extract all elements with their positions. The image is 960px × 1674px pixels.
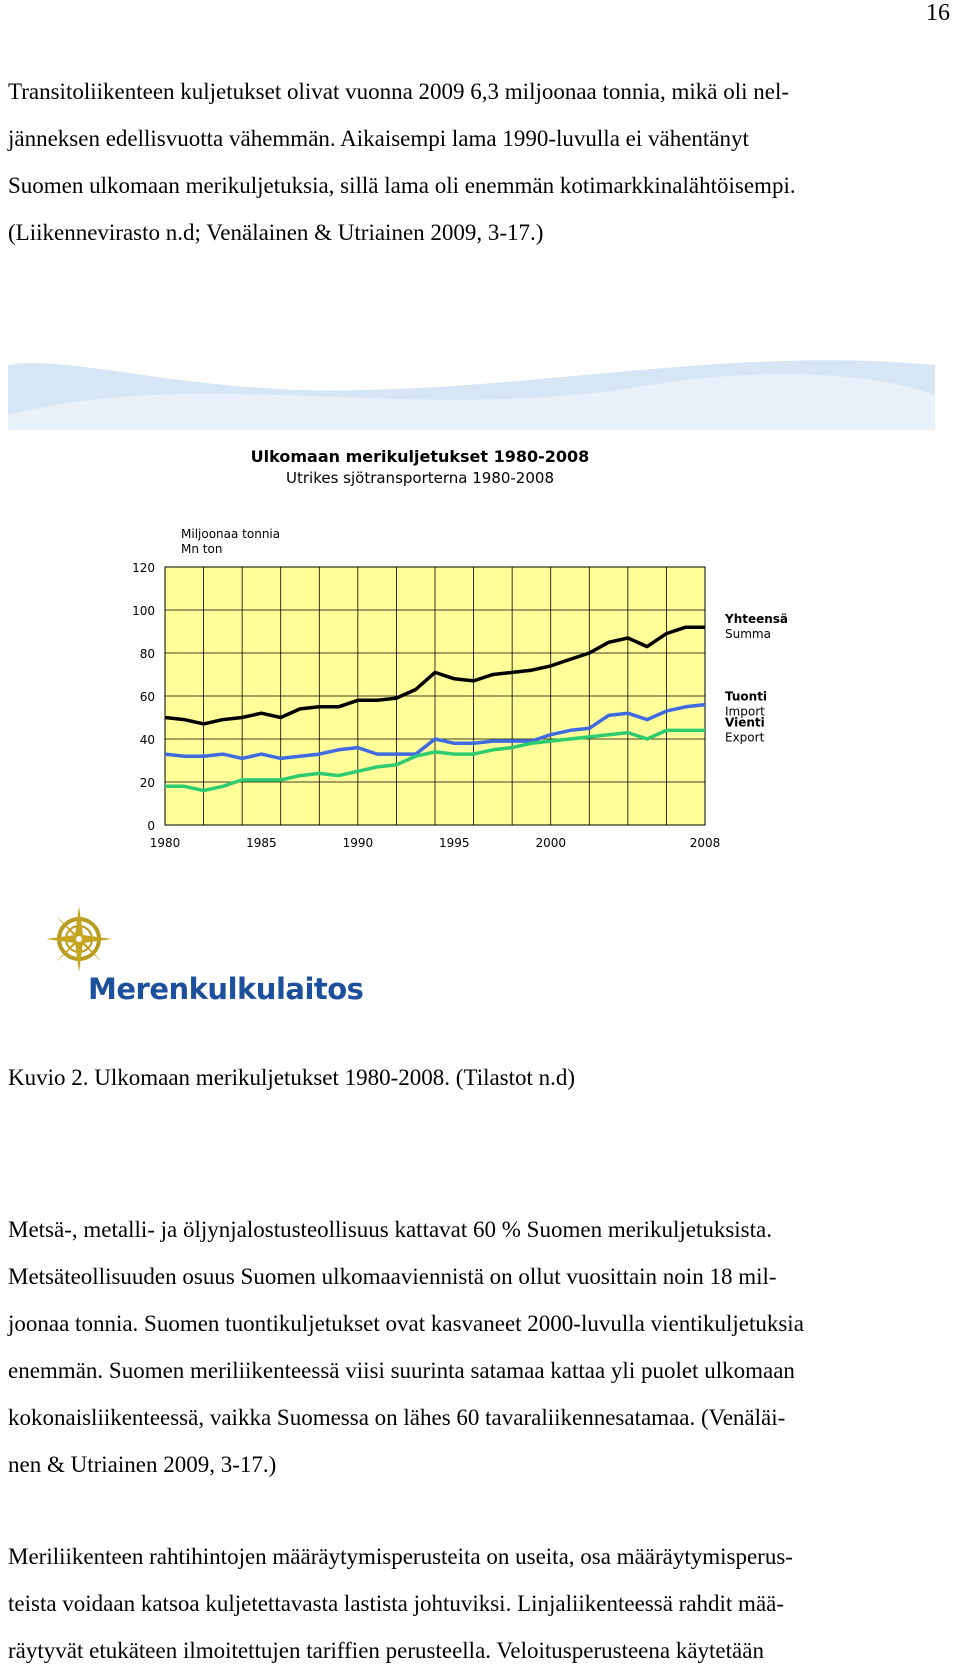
compass-logo-icon <box>44 904 114 974</box>
legend-sublabel-tuonti: Import <box>725 704 765 719</box>
y-tick-label: 100 <box>132 604 155 618</box>
text-line: Transitoliikenteen kuljetukset olivat vuonna 2009 6,3 miljoonaa tonnia, mikä oli nel- <box>8 79 790 104</box>
x-tick-label: 1995 <box>439 836 470 850</box>
y-tick-label: 40 <box>139 733 155 747</box>
y-tick-label: 20 <box>139 776 155 790</box>
text-line: (Liikennevirasto n.d; Venälainen & Utriainen 2009, 3-17.) <box>8 220 544 245</box>
text-line: Suomen ulkomaan merikuljetuksia, sillä lama oli enemmän kotimarkkinalähtöisempi. <box>8 173 796 198</box>
organization-logo-text: Merenkulkulaitos <box>88 972 364 1006</box>
paragraph-industry <box>8 1206 953 1488</box>
paragraph-transit <box>8 68 953 256</box>
legend-label-vienti: Vienti <box>725 715 765 730</box>
y-axis-label: Miljoonaa tonnia <box>181 527 281 541</box>
chart-subtitle: Utrikes sjötransporterna 1980-2008 <box>286 469 554 487</box>
figure-caption: Kuvio 2. Ulkomaan merikuljetukset 1980-2008. (Tilastot n.d) <box>8 1065 576 1090</box>
y-tick-label: 60 <box>139 690 155 704</box>
x-tick-label: 1980 <box>149 836 181 850</box>
y-tick-label: 0 <box>147 819 155 833</box>
legend-sublabel-yhteensa-: Summa <box>725 627 771 642</box>
y-tick-label: 80 <box>139 647 155 661</box>
text-line: enemmän. Suomen meriliikenteessä viisi suurinta satamaa kattaa yli puolet ulkomaan <box>8 1358 795 1383</box>
paragraph-freight-rates <box>8 1533 953 1674</box>
text-line: jänneksen edellisvuotta vähemmän. Aikaisempi lama 1990-luvulla ei vähentänyt <box>8 126 749 151</box>
text-line: Metsä-, metalli- ja öljynjalostusteollisuus kattavat 60 % Suomen merikuljetuksista. <box>8 1217 772 1242</box>
text-line: nen & Utriainen 2009, 3-17.) <box>8 1452 277 1477</box>
legend-sublabel-vienti: Export <box>725 730 765 745</box>
y-tick-label: 120 <box>132 561 155 575</box>
text-line: Meriliikenteen rahtihintojen määräytymisperusteita on useita, osa määräytymisperus- <box>8 1544 793 1569</box>
text-line: teista voidaan katsoa kuljetettavasta lastista johtuviksi. Linjaliikenteessä rahdit mää- <box>8 1591 785 1616</box>
text-line: räytyvät etukäteen ilmoitettujen tariffien perusteella. Veloitusperusteena käytetään <box>8 1638 764 1663</box>
x-tick-label: 1990 <box>342 836 374 850</box>
figure-sea-transport-chart <box>0 355 935 1025</box>
chart-svg <box>0 355 935 1025</box>
chart-title: Ulkomaan merikuljetukset 1980-2008 <box>250 447 590 466</box>
x-tick-label: 2008 <box>689 836 721 850</box>
plot-area <box>132 561 788 850</box>
x-tick-label: 1985 <box>246 836 277 850</box>
page-number: 16 <box>926 0 950 26</box>
text-line: joonaa tonnia. Suomen tuontikuljetukset ovat kasvaneet 2000-luvulla vientikuljetuksia <box>8 1311 804 1336</box>
legend-label-yhteensa-: Yhteensä <box>725 612 789 627</box>
text-line: Metsäteollisuuden osuus Suomen ulkomaaviennistä on ollut vuosittain noin 18 mil- <box>8 1264 777 1289</box>
x-tick-label: 2000 <box>535 836 566 850</box>
y-axis-label-sv: Mn ton <box>181 542 223 556</box>
text-line: kokonaisliikenteessä, vaikka Suomessa on lähes 60 tavaraliikennesatamaa. (Venäläi- <box>8 1405 786 1430</box>
legend-label-tuonti: Tuonti <box>725 689 768 704</box>
